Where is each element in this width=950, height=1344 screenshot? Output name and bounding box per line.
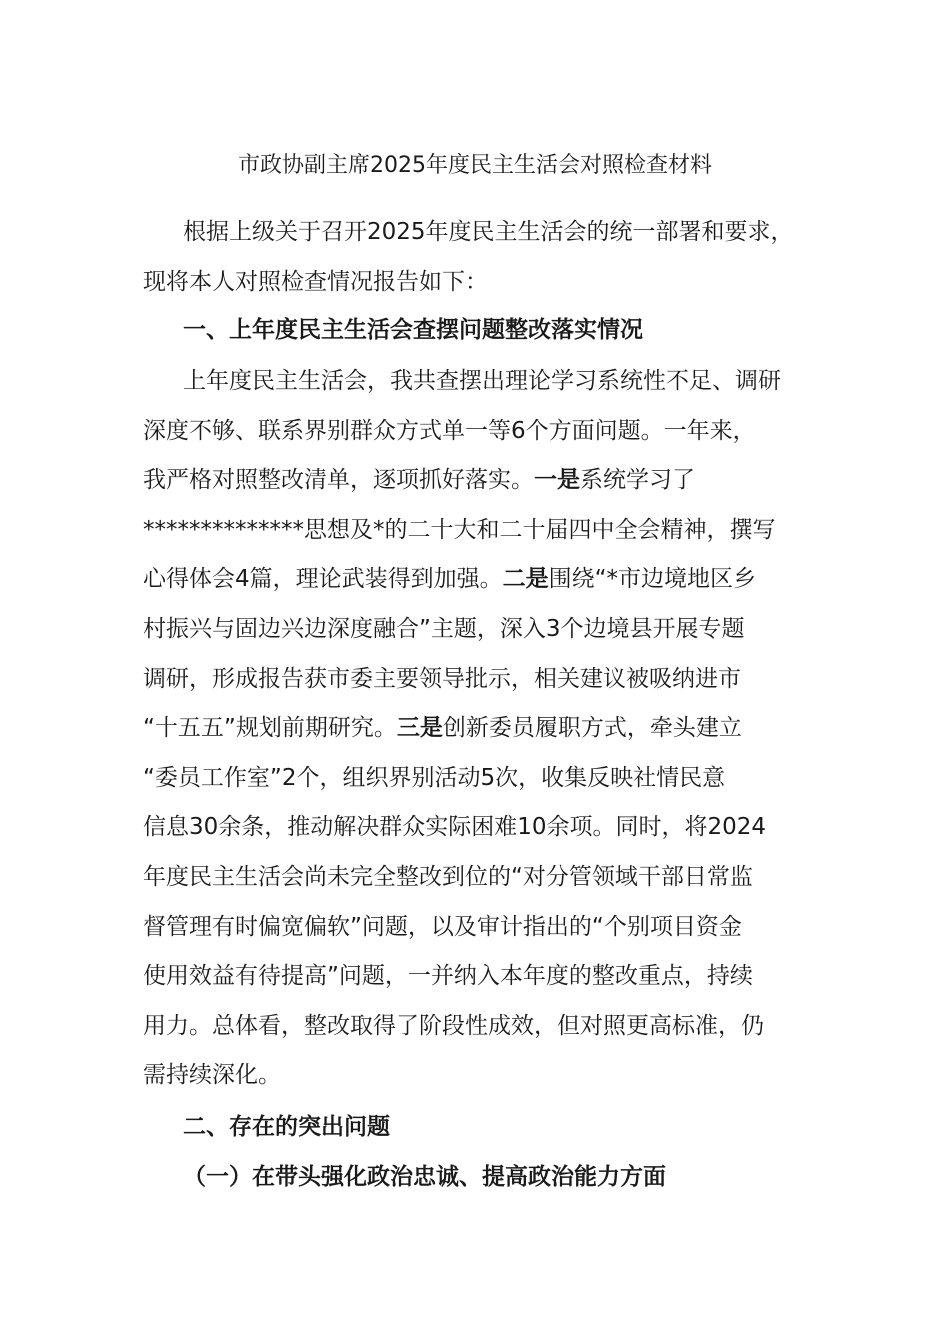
- paragraph-text: 深度不够、联系界别群众方式单一等6个方面问题。一年来，: [143, 417, 756, 444]
- intro-paragraph: [143, 208, 811, 307]
- paragraph-line: [143, 1051, 811, 1101]
- paragraph-line: [143, 853, 811, 903]
- paragraph-text: **************思想及*的二十大和二十届四中全会精神，撰写: [143, 516, 776, 543]
- paragraph-text: 用力。总体看，整改取得了阶段性成效，但对照更高标准，仍: [143, 1012, 764, 1039]
- paragraph-text: 调研，形成报告获市委主要领导批示，相关建议被吸纳进市: [143, 665, 741, 692]
- section-2-heading: 二、存在的突出问题: [183, 1114, 390, 1140]
- paragraph-text: 我严格对照整改清单，逐项抓好落实。: [143, 467, 534, 494]
- paragraph-line: [143, 456, 811, 506]
- paragraph-line: [143, 1002, 811, 1052]
- paragraph-text: 创新委员履职方式，牵头建立: [442, 715, 742, 742]
- section-1-heading: 一、上年度民主生活会查摆问题整改落实情况: [183, 317, 643, 343]
- paragraph-text: 上年度民主生活会，我共查摆出理论学习系统性不足、调研: [183, 368, 781, 394]
- paragraph-line: [143, 952, 811, 1002]
- paragraph-line: [143, 754, 811, 804]
- paragraph-text: 年度民主生活会尚未完全整改到位的“对分管领域干部日常监: [143, 863, 753, 890]
- paragraph-text: 信息30余条，推动解决群众实际困难10余项。同时，将2024: [143, 814, 767, 841]
- paragraph-line: [143, 903, 811, 953]
- paragraph-line: [143, 704, 811, 754]
- paragraph-line: [143, 357, 811, 407]
- paragraph-line: [143, 605, 811, 655]
- paragraph-line: [143, 506, 811, 556]
- paragraph-text: 督管理有时偏宽偏软”问题，以及审计指出的“个别项目资金: [143, 913, 742, 940]
- paragraph-text: 需持续深化。: [143, 1062, 281, 1089]
- paragraph-line: [143, 555, 811, 605]
- section-1-paragraph: [143, 357, 811, 1101]
- paragraph-text: “十五五”规划前期研究。: [143, 715, 397, 742]
- document-title: 市政协副主席2025年度民主生活会对照检查材料: [238, 153, 712, 178]
- paragraph-text: “委员工作室”2个，组织界别活动5次，收集反映社情民意: [143, 764, 726, 791]
- paragraph-text: 村振兴与固边兴边深度融合”主题，深入3个边境县开展专题: [143, 615, 745, 642]
- bold-lead-text: 二是: [502, 566, 549, 593]
- intro-line-2: 现将本人对照检查情况报告如下：: [143, 268, 488, 295]
- paragraph-text: 围绕“*市边境地区乡: [548, 566, 757, 593]
- section-2-subheading: （一）在带头强化政治忠诚、提高政治能力方面: [183, 1164, 666, 1190]
- paragraph-text: 系统学习了: [580, 467, 695, 494]
- bold-lead-text: 三是: [396, 715, 443, 742]
- paragraph-text: 使用效益有待提高”问题，一并纳入本年度的整改重点，持续: [143, 963, 753, 990]
- paragraph-line: [143, 655, 811, 705]
- bold-lead-text: 一是: [534, 467, 580, 494]
- paragraph-line: [143, 803, 811, 853]
- intro-line-1: 根据上级关于召开2025年度民主生活会的统一部署和要求，: [183, 219, 794, 245]
- paragraph-line: [143, 407, 811, 457]
- paragraph-text: 心得体会4篇，理论武装得到加强。: [143, 566, 503, 593]
